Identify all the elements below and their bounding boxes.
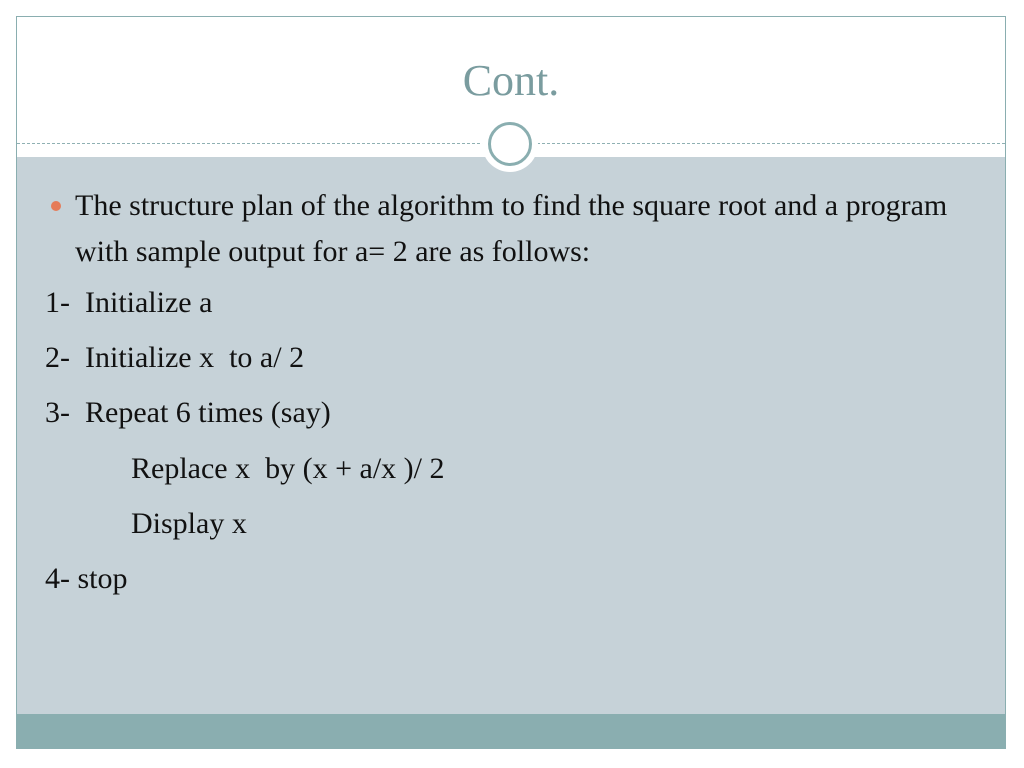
step-2: 2- Initialize x to a/ 2 <box>45 341 305 374</box>
circle-ornament-icon <box>482 116 538 172</box>
bullet-paragraph: The structure plan of the algorithm to find the square root and a program with sample output for a= 2 are as follows: <box>75 189 948 268</box>
content-area <box>17 157 1005 716</box>
step-3-substep-replace: Replace x by (x + a/x )/ 2 <box>131 452 445 485</box>
footer-bar <box>17 714 1005 748</box>
step-4: 4- stop <box>45 562 128 595</box>
step-3-substep-display: Display x <box>131 507 247 540</box>
step-3: 3- Repeat 6 times (say) <box>45 396 331 429</box>
bullet-icon <box>51 201 61 211</box>
circle-ring <box>488 122 532 166</box>
slide-title: Cont. <box>462 56 560 105</box>
slide <box>16 16 1006 749</box>
step-1: 1- Initialize a <box>45 286 213 319</box>
